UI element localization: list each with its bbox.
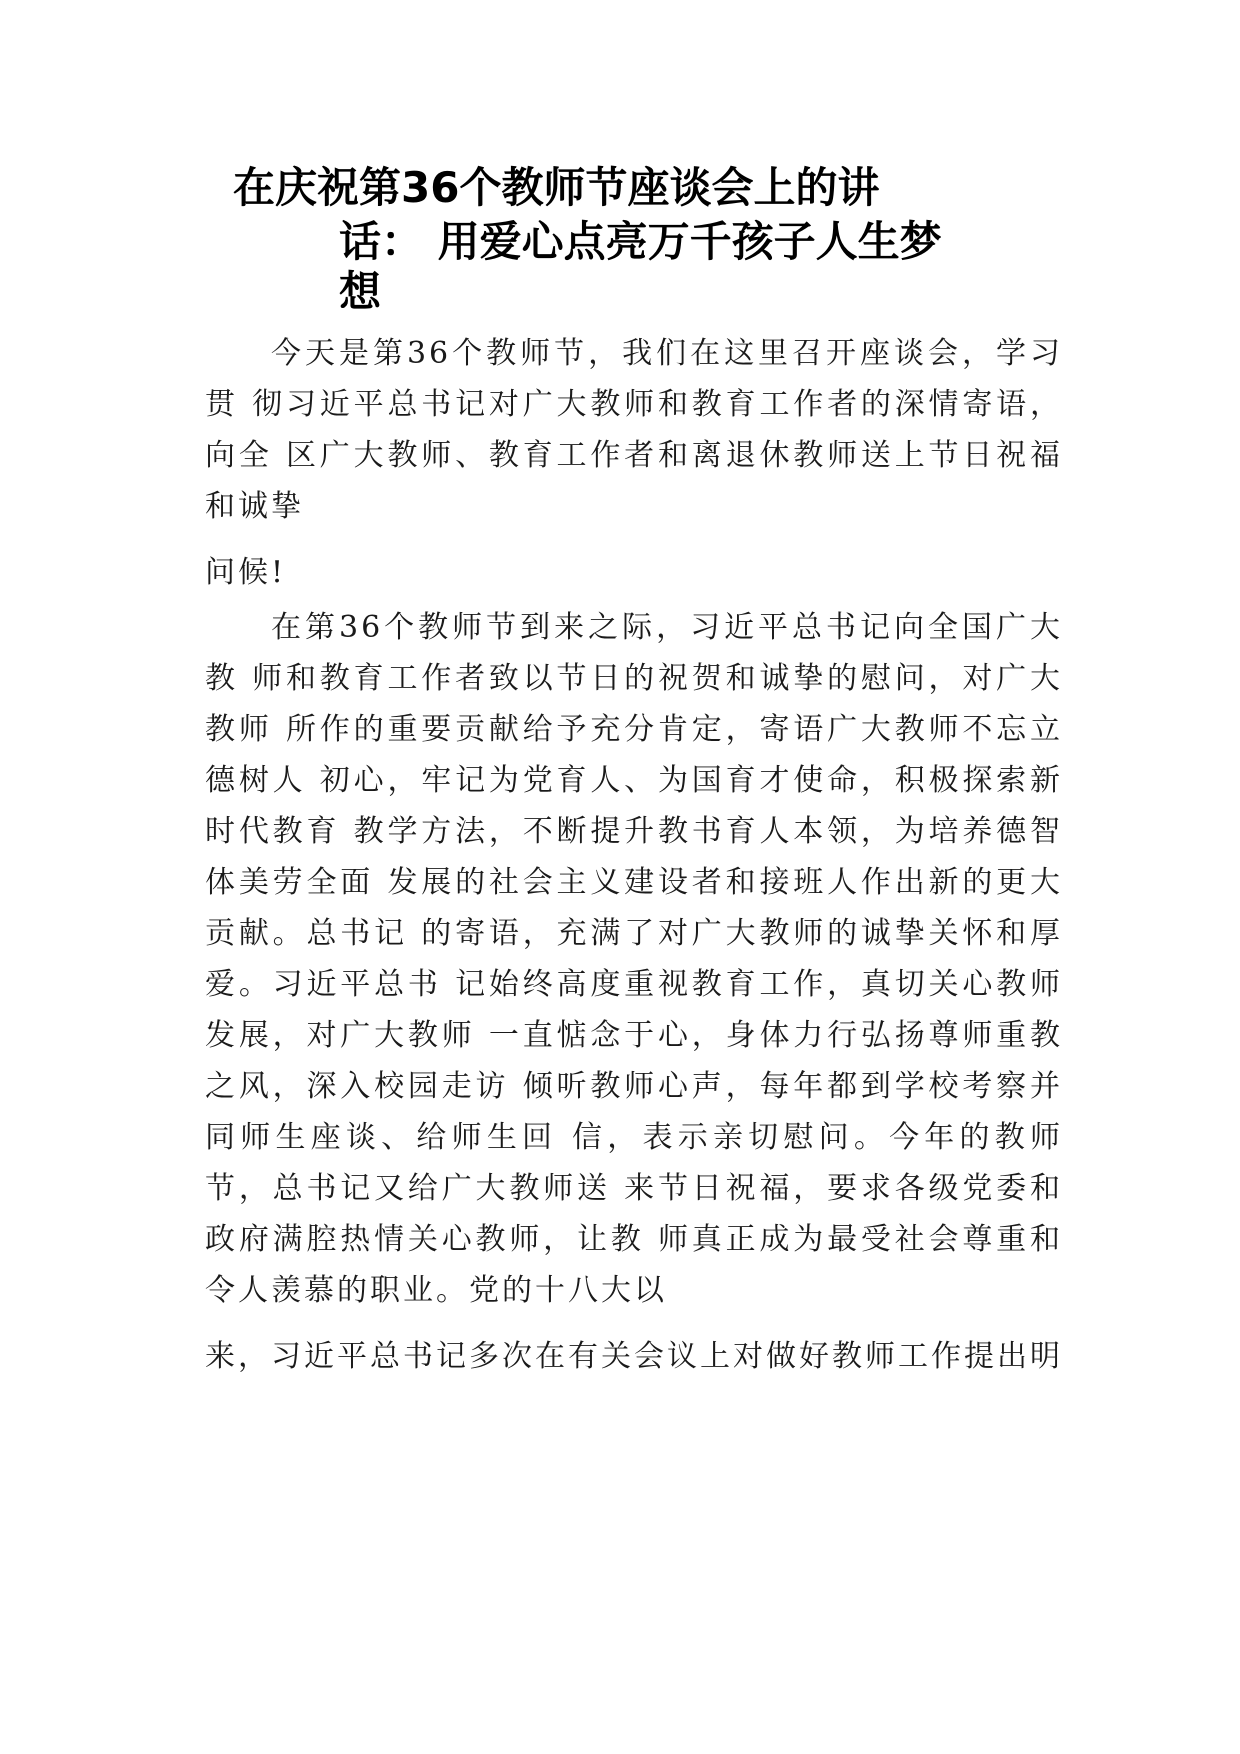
paragraph-1-line: 今天是第36个教师节，我们在这里召开座谈会，学习	[271, 336, 1063, 371]
paragraph-1-line: 向全 区广大教师、教育工作者和离退休教师送上节日祝福	[205, 438, 1063, 473]
paragraph-3-line: 令人羡慕的职业。党的十八大以	[205, 1273, 667, 1308]
paragraph-3-line: 同师生座谈、给师生回 信，表示亲切慰问。今年的教师	[205, 1120, 1063, 1155]
paragraph-3-line: 政府满腔热情关心教师，让教 师真正成为最受社会尊重和	[205, 1222, 1063, 1257]
paragraph-3-line: 德树人 初心，牢记为党育人、为国育才使命，积极探索新	[205, 763, 1063, 798]
paragraph-2-line: 问候!	[205, 555, 287, 590]
paragraph-3-line: 发展，对广大教师 一直惦念于心，身体力行弘扬尊师重教	[205, 1018, 1063, 1053]
paragraph-3-line: 教 师和教育工作者致以节日的祝贺和诚挚的慰问，对广大	[205, 661, 1063, 696]
paragraph-4-line: 来，习近平总书记多次在有关会议上对做好教师工作提出明	[205, 1339, 1063, 1374]
paragraph-1-line: 和诚挚	[205, 489, 304, 524]
paragraph-3-line: 爱。习近平总书 记始终高度重视教育工作，真切关心教师	[205, 967, 1063, 1002]
paragraph-3-line: 时代教育 教学方法，不断提升教书育人本领，为培养德智	[205, 814, 1063, 849]
paragraph-3-line: 体美劳全面 发展的社会主义建设者和接班人作出新的更大	[205, 865, 1063, 900]
paragraph-3-line: 节，总书记又给广大教师送 来节日祝福，要求各级党委和	[205, 1171, 1063, 1206]
paragraph-3-line: 贡献。总书记 的寄语，充满了对广大教师的诚挚关怀和厚	[205, 916, 1063, 951]
paragraph-3-line: 在第36个教师节到来之际，习近平总书记向全国广大	[271, 610, 1063, 645]
title-line-3: 想	[339, 267, 382, 316]
paragraph-3-line: 之风，深入校园走访 倾听教师心声，每年都到学校考察并	[205, 1069, 1063, 1104]
paragraph-1-line: 贯 彻习近平总书记对广大教师和教育工作者的深情寄语，	[205, 387, 1063, 422]
paragraph-3-line: 教师 所作的重要贡献给予充分肯定，寄语广大教师不忘立	[205, 712, 1063, 747]
title-line-2: 话： 用爱心点亮万千孩子人生梦	[339, 217, 942, 266]
title-line-1: 在庆祝第36个教师节座谈会上的讲	[233, 163, 880, 212]
